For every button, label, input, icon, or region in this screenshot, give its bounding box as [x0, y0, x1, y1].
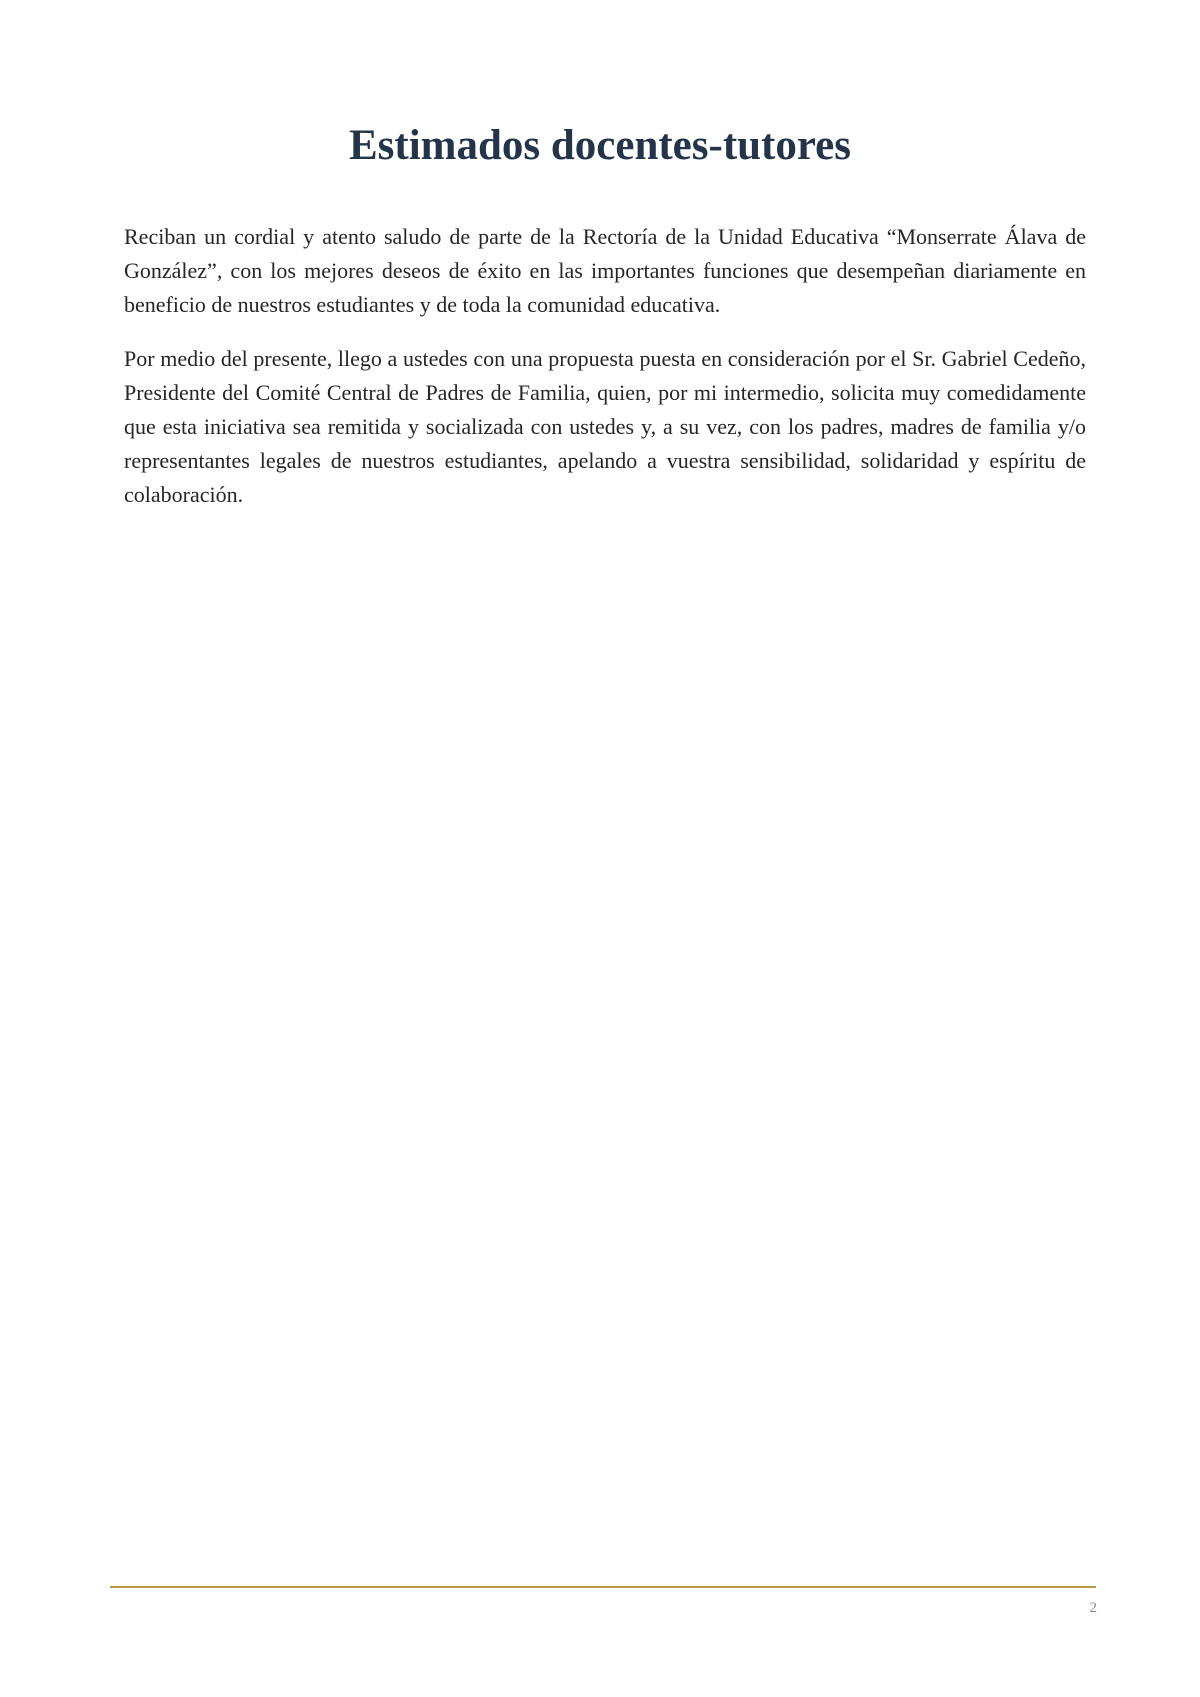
page-number: 2	[1089, 1600, 1097, 1616]
paragraph-proposal: Por medio del presente, llego a ustedes con una propuesta puesta en consideración por el Sr. Gabriel Cedeño, Presidente del Comité Central de Padres de Familia, quien, por mi intermedio, solicita muy comedidamente que esta iniciativa sea remitida y socializada con ustedes y, a su vez, con los padres, madres de familia y/o representantes legales de nuestros estudiantes, apelando a vuestra sensibilidad, solidaridad y espíritu de colaboración.	[124, 346, 1086, 507]
paragraph-greeting: Reciban un cordial y atento saludo de parte de la Rectoría de la Unidad Educativa “Monserrate Álava de González”, con los mejores deseos de éxito en las importantes funciones que desempeñan diariamente en beneficio de nuestros estudiantes y de toda la comunidad educativa.	[124, 224, 1086, 317]
footer-divider	[110, 1586, 1096, 1588]
document-body	[124, 220, 1086, 532]
page-title: Estimados docentes-tutores	[348, 122, 852, 169]
